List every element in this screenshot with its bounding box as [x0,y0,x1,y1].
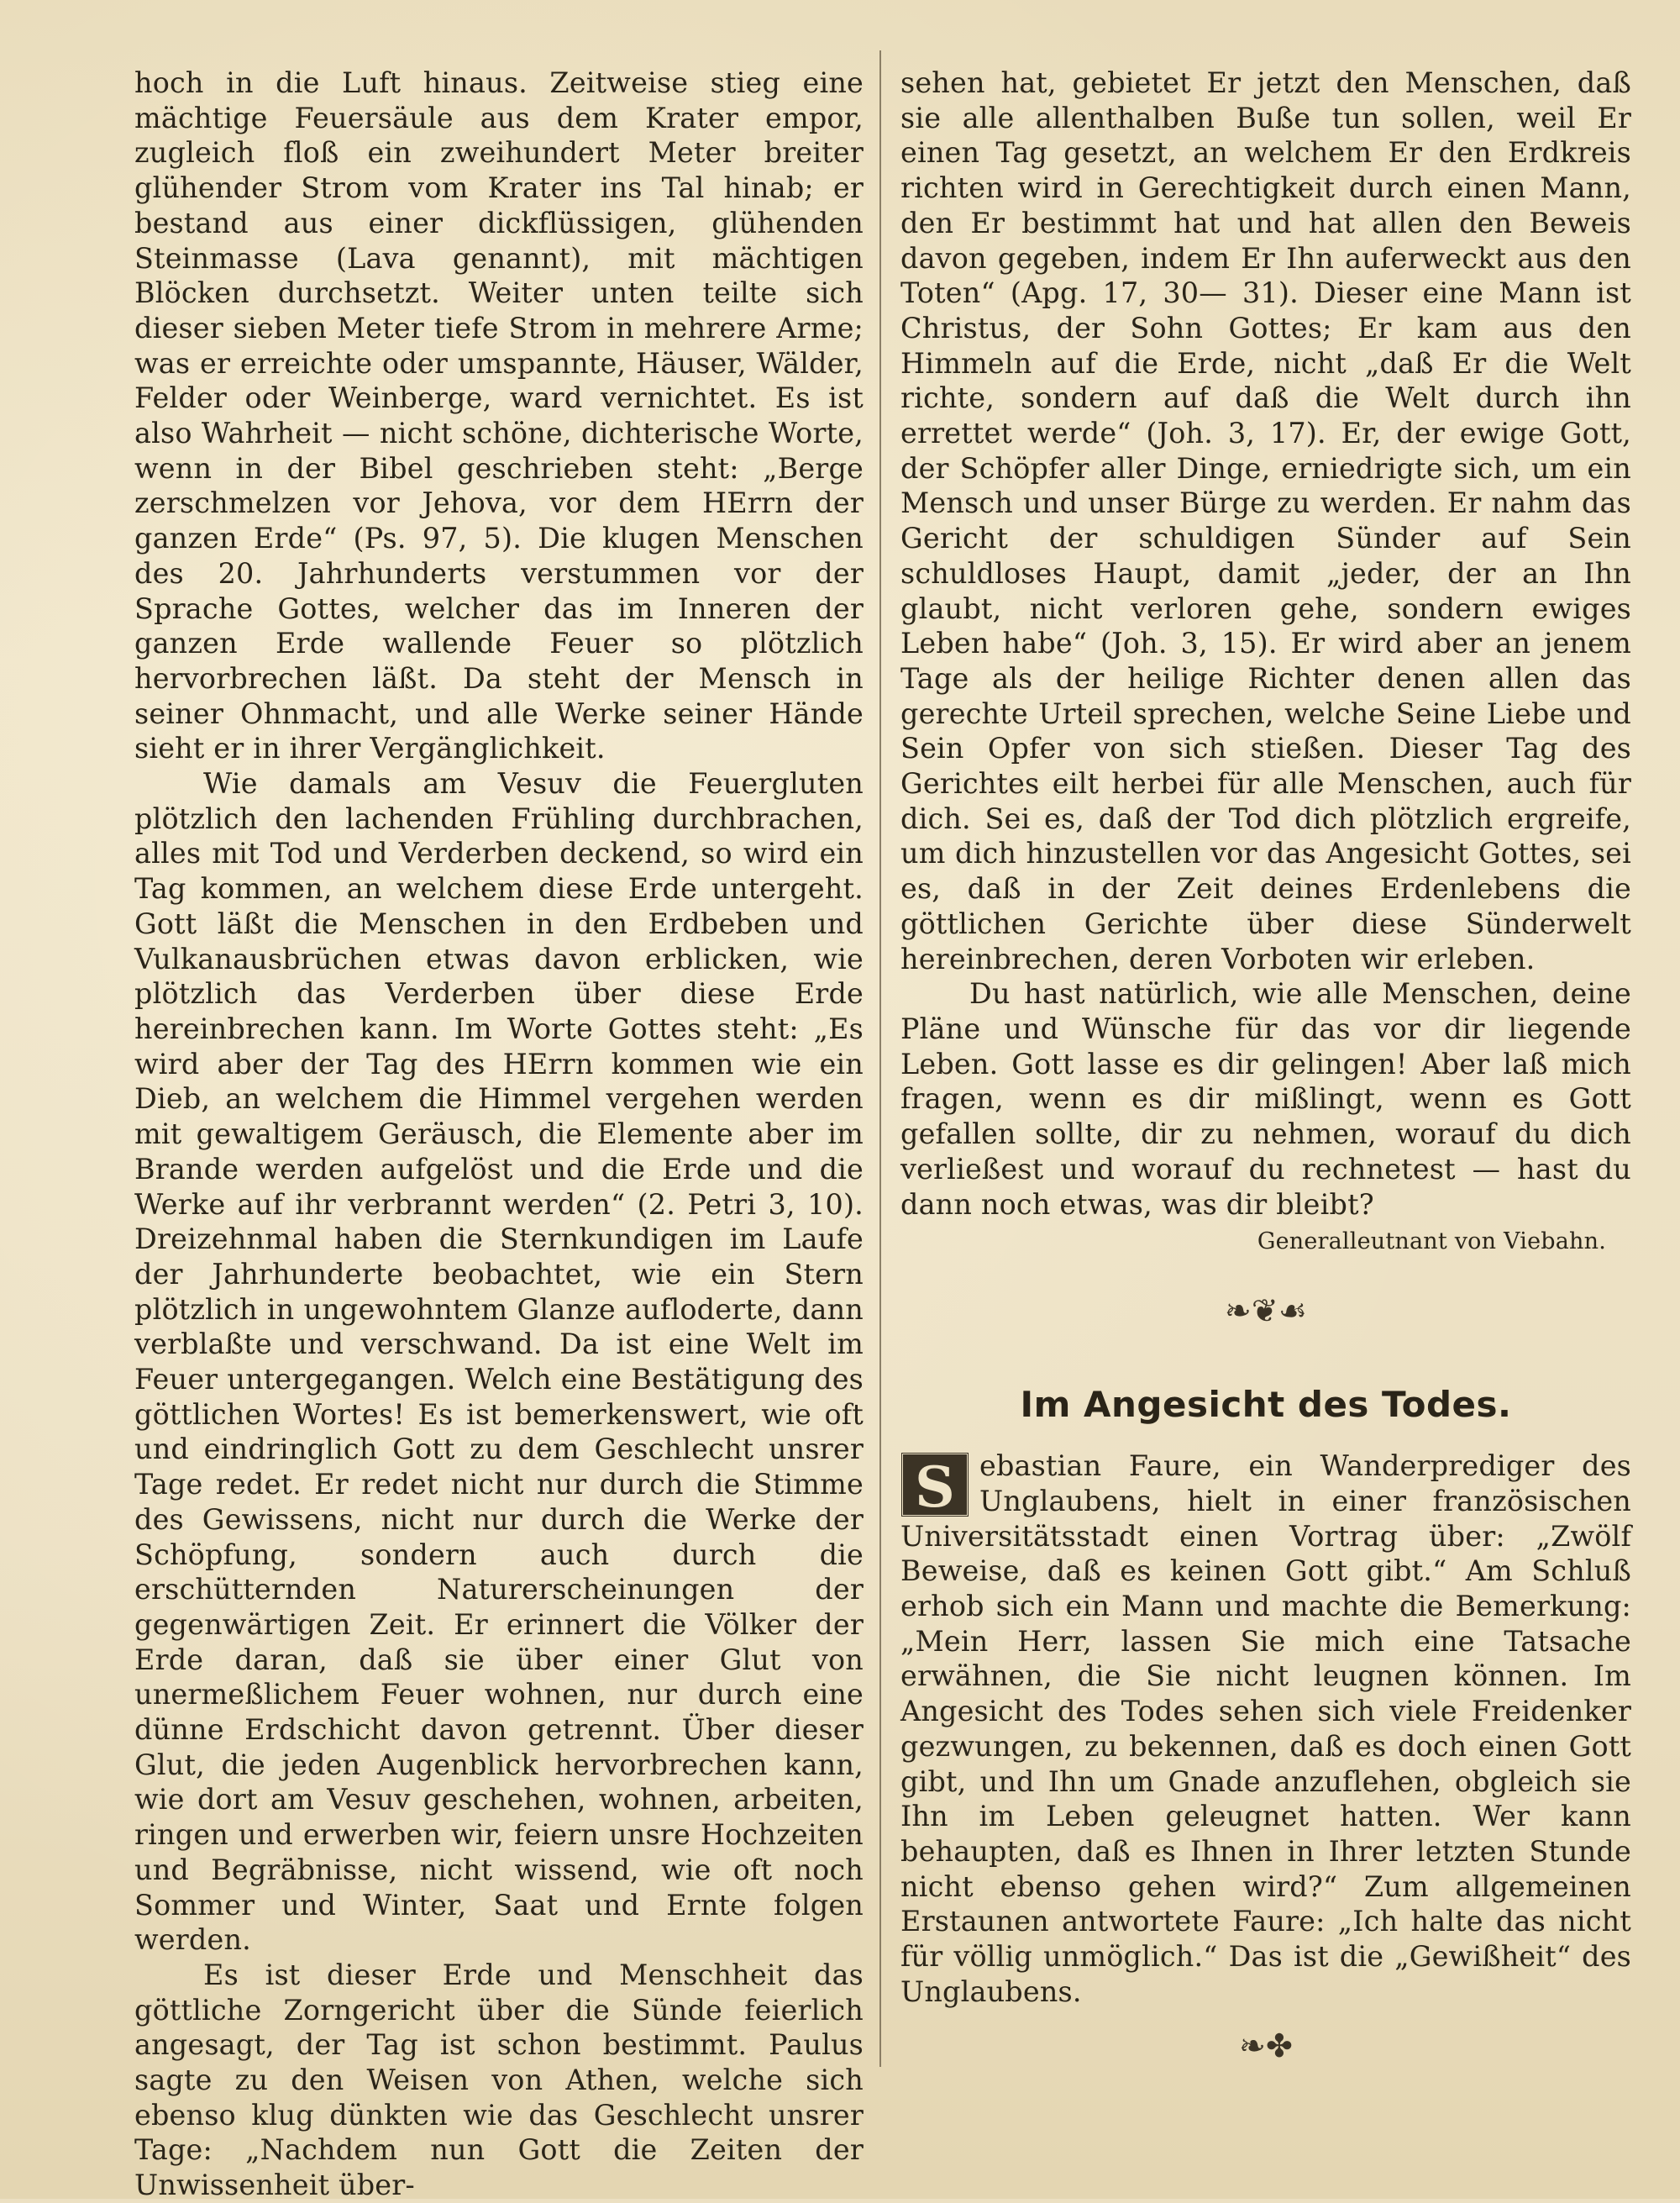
paragraph-plans: Du hast natürlich, wie alle Menschen, deine Pläne und Wünsche für das vor dir liegende Leben. Gott lasse es dir gelingen! Aber laß mich fragen, wenn es dir mißlingt, wenn es Gott gefallen sollte, dir zu nehmen, worauf du dich verließest und worauf du rechnetest — hast du dann noch etwas, was dir bleibt? [900,977,1631,1221]
end-ornament-icon: ❧✤ [1238,2027,1294,2065]
paragraph-continuation: sehen hat, gebietet Er jetzt den Menschen, daß sie alle allenthalben Buße tun sollen, weil Er einen Tag gesetzt, an welchem Er den Erdkreis richten wird in Gerechtigkeit durch einen Mann, den Er bestimmt hat und hat allen den Beweis davon gegeben, indem Er Ihn auferweckt aus den Toten“ (Apg. 17, 30— 31). Dieser eine Mann ist Christus, der Sohn Gottes; Er kam aus den Himmeln auf die Erde, nicht „daß Er die Welt richte, sondern auf daß die Welt durch ihn errettet werde“ (Joh. 3, 17). Er, der ewige Gott, der Schöpfer aller Dinge, erniedrigte sich, um ein Mensch und unser Bürge zu werden. Er nahm das Gericht der schuldigen Sünder auf Sein schuldloses Haupt, damit „jeder, der an Ihn glaubt, nicht verloren gehe, sondern ewiges Leben habe“ (Joh. 3, 15). Er wird aber an jenem Tage als der heilige Richter denen allen das gerechte Urteil sprechen, welche Seine Liebe und Sein Opfer von sich stießen. Dieser Tag des Gerichtes eilt herbei für alle Menschen, auch für dich. Sei es, daß der Tod dich plötzlich ergreife, um dich hinzustellen vor das Angesicht Gottes, sei es, daß in der Zeit deines Erdenlebens die göttlichen Gerichte über diese Sünderwelt hereinbrechen, deren Vorboten wir erleben. [900,66,1631,975]
column-divider [879,50,881,2067]
drop-cap: S [900,1452,969,1517]
paragraph-vesuvius: Wie damals am Vesuv die Feuergluten plötzlich den lachenden Frühling durchbrachen, alles mit Tod und Verderben deckend, so wird ein Tag kommen, an welchem diese Erde untergeht. Gott läßt die Menschen in den Erdbeben und Vulkanausbrüchen etwas davon erblicken, wie plötzlich das Verderben über diese Erde hereinbrechen kann. Im Worte Gottes steht: „Es wird aber der Tag des HErrn kommen wie ein Dieb, an welchem die Himmel vergehen werden mit gewaltigem Geräusch, die Elemente aber im Brande werden aufgelöst und die Erde und die Werke auf ihr verbrannt werden“ (2. Petri 3, 10). Dreizehnmal haben die Sternkundigen im Laufe der Jahrhunderte beobachtet, wie ein Stern plötzlich in ungewohntem Glanze aufloderte, dann verblaßte und verschwand. Da ist eine Welt im Feuer untergegangen. Welch eine Bestätigung des göttlichen Wortes! Es ist bemerkenswert, wie oft und eindringlich Gott zu dem Geschlecht unsrer Tage redet. Er redet nicht nur durch die Stimme des Gewissens, nicht nur durch die Werke der Schöpfung, sondern auch durch die erschütternden Naturerscheinungen der gegenwärtigen Zeit. Er erinnert die Völker der Erde daran, daß sie über einer Glut von unermeßlichem Feuer wohnen, nur durch eine dünne Erdschicht davon getrennt. Über dieser Glut, die jeden Augenblick hervorbrechen kann, wie dort am Vesuv geschehen, wohnen, arbeiten, ringen und erwerben wir, feiern unsre Hochzeiten und Begräbnisse, nicht wissend, wie oft noch Sommer und Winter, Saat und Ernte folgen werden. [134,767,864,1957]
paragraph-judgment: Es ist dieser Erde und Menschheit das göttliche Zorngericht über die Sünde feierlich angesagt, der Tag ist schon bestimmt. Paulus sagte zu den Weisen von Athen, welche sich ebenso klug dünkten wie das Geschlecht unsrer Tage: „Nachdem nun Gott die Zeiten der Unwissenheit über- [134,1958,864,2202]
article-heading: Im Angesicht des Todes. [1020,1384,1512,1426]
floral-ornament-icon: ❧❦☙ [1224,1292,1308,1330]
author-signature: Generalleutnant von Viebahn. [1257,1228,1606,1255]
left-column [134,66,864,2203]
article-body [900,1449,1631,2009]
article-text: ebastian Faure, ein Wanderprediger des Unglaubens, hielt in einer französischen Universitätsstadt einen Vortrag über: „Zwölf Beweise, daß es keinen Gott gibt.“ Am Schluß erhob sich ein Mann und machte die Bemerkung: „Mein Herr, lassen Sie mich eine Tatsache erwähnen, die Sie nicht leugnen können. Im Angesicht des Todes sehen sich viele Freidenker gezwungen, zu bekennen, daß es doch einen Gott gibt, und Ihn um Gnade anzuflehen, obgleich sie Ihn im Leben geleugnet hatten. Wer kann behaupten, daß es Ihnen in Ihrer letzten Stunde nicht ebenso gehen wird?“ Zum allgemeinen Erstaunen antwortete Faure: „Ich halte das nicht für völlig unmöglich.“ Das ist die „Gewißheit“ des Unglaubens. [900,1449,1631,2008]
right-column [900,66,1631,2079]
paragraph-lava-stream: hoch in die Luft hinaus. Zeitweise stieg eine mächtige Feuersäule aus dem Krater empor, zugleich floß ein zweihundert Meter breiter glühender Strom vom Krater ins Tal hinab; er bestand aus einer dickflüssigen, glühenden Steinmasse (Lava genannt), mit mächtigen Blöcken durchsetzt. Weiter unten teilte sich dieser sieben Meter tiefe Strom in mehrere Arme; was er erreichte oder umspannte, Häuser, Wälder, Felder oder Weinberge, ward vernichtet. Es ist also Wahrheit — nicht schöne, dichterische Worte, wenn in der Bibel geschrieben steht: „Berge zerschmelzen vor Jehova, vor dem HErrn der ganzen Erde“ (Ps. 97, 5). Die klugen Menschen des 20. Jahrhunderts verstummen vor der Sprache Gottes, welcher das im Inneren der ganzen Erde wallende Feuer so plötzlich hervorbrechen läßt. Da steht der Mensch in seiner Ohnmacht, und alle Werke seiner Hände sieht er in ihrer Vergänglichkeit. [134,66,864,765]
